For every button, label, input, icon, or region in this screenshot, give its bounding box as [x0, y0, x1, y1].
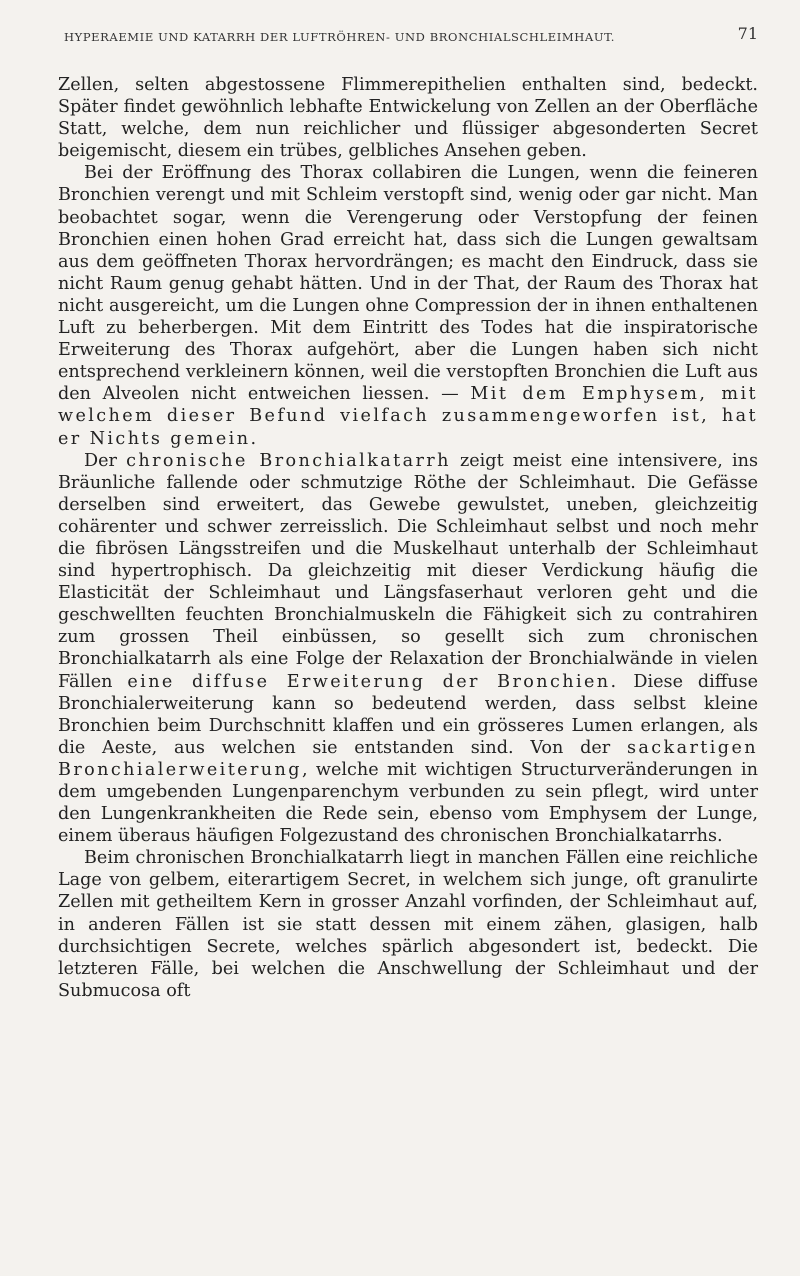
body-text: [58, 74, 758, 1002]
emphasized-text: eine diffuse Erweiterung der Bronchien.: [127, 671, 619, 692]
book-page: [58, 22, 758, 1002]
text-segment: Der: [84, 450, 127, 471]
paragraph-2: [58, 162, 758, 449]
paragraph-3: [58, 450, 758, 848]
emphasized-text: sackartigen Bronchialerweiterung: [58, 737, 758, 780]
text-segment: zeigt meist eine intensivere, ins Bräunliche fallende oder schmutzige Röthe der Schleimhaut. Die Gefässe derselben sind erweitert, das Gewebe gewulstet, uneben, gleichzeitig cohärenter und schwer zerreisslich. Die Schleimhaut selbst und noch mehr die fibrösen Längsstreifen und die Muskelhaut unterhalb der Schleimhaut sind hypertrophisch. Da gleichzeitig mit dieser Verdickung häufig die Elasticität der Schleimhaut und Längsfaserhaut verloren geht und die geschwellten feuchten Bronchialmuskeln die Fähigkeit sich zu contrahiren zum grossen Theil einbüssen, so gesellt sich zum chronischen Bronchialkatarrh als eine Folge der Relaxation der Bronchialwände in vielen Fällen: [58, 450, 759, 692]
text-segment: , welche mit wichtigen Structurveränderungen in dem umgebenden Lungenparenchym verbunden zu sein pflegt, wird unter den Lungenkrankheiten die Rede sein, ebenso vom Emphysem der Lunge, einem überaus häufigen Folgezustand des chronischen Bronchialkatarrhs.: [58, 759, 758, 847]
running-header: [58, 22, 758, 52]
paragraph-4: [58, 847, 758, 1002]
emphasized-text: Mit dem Emphysem, mit welchem dieser Befund vielfach zusammengeworfen ist, hat er Nichts gemein.: [58, 384, 759, 449]
text-segment: Bei der Eröffnung des Thorax collabiren die Lungen, wenn die feineren Bronchien verengt und mit Schleim verstopft sind, wenig oder gar nicht. Man beobachtet sogar, wenn die Verengerung oder Verstopfung der feinen Bronchien einen hohen Grad erreicht hat, dass sich die Lungen gewaltsam aus dem geöffneten Thorax hervordrängen; es macht den Eindruck, dass sie nicht Raum genug gehabt hätten. Und in der That, der Raum des Thorax hat nicht ausgereicht, um die Lungen ohne Compression der in ihnen enthaltenen Luft zu beherbergen. Mit dem Eintritt des Todes hat die inspiratorische Erweiterung des Thorax aufgehört, aber die Lungen haben sich nicht entsprechend verkleinern können, weil die verstopften Bronchien die Luft aus den Alveolen nicht entweichen liessen. —: [58, 163, 758, 405]
emphasized-text: chronische Bronchialkatarrh: [126, 450, 451, 471]
paragraph-1: [58, 74, 758, 162]
running-title: HYPERAEMIE UND KATARRH DER LUFTRÖHREN- UND BRONCHIALSCHLEIMHAUT.: [64, 30, 615, 44]
text-segment: Beim chronischen Bronchialkatarrh liegt in manchen Fällen eine reichliche Lage von gelbem, eiterartigem Secret, in welchem sich junge, oft granulirte Zellen mit getheiltem Kern in grosser Anzahl vorfinden, der Schleimhaut auf, in anderen Fällen ist sie statt dessen mit einem zähen, glasigen, halb durchsichtigen Secrete, welches spärlich abgesondert ist, bedeckt. Die letzteren Fälle, bei welchen die Anschwellung der Schleimhaut und der Submucosa oft: [58, 848, 758, 1001]
text-segment: Diese diffuse Bronchialerweiterung kann so bedeutend werden, dass selbst kleine Bronchien beim Durchschnitt klaffen und ein grösseres Lumen erlangen, als die Aeste, aus welchen sie entstanden sind. Von der: [58, 671, 758, 758]
text-segment: Zellen, selten abgestossene Flimmerepithelien enthalten sind, bedeckt. Später findet gewöhnlich lebhafte Entwickelung von Zellen an der Oberfläche Statt, welche, dem nun reichlicher und flüssiger abgesonderten Secret beigemischt, diesem ein trübes, gelbliches Ansehen geben.: [58, 75, 758, 162]
page-number: 71: [737, 24, 758, 43]
